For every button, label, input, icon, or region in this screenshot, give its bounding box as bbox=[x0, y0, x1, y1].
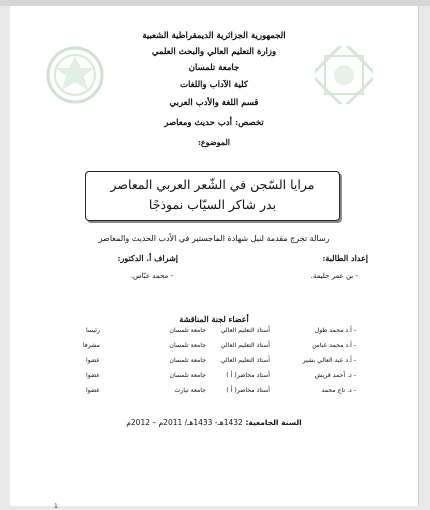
supervisor-label: إشراف أ. الدكتور: bbox=[117, 253, 178, 263]
header-faculty: كلية الآداب واللغات bbox=[180, 80, 248, 90]
jury-member-university: جامعة تلمسان bbox=[169, 342, 206, 349]
jury-row bbox=[10, 342, 418, 354]
jury-member-university: جامعة تيارت bbox=[174, 387, 206, 394]
jury-row bbox=[10, 327, 418, 339]
header-republic: الجمهورية الجزائرية الديمقراطية الشعبية bbox=[142, 31, 286, 41]
jury-member-role: عضوا bbox=[86, 387, 100, 394]
prepared-by-label: إعداد الطالبة: bbox=[322, 253, 368, 263]
document-page bbox=[10, 6, 419, 510]
jury-row bbox=[10, 357, 418, 369]
jury-member-name: - أ.د عبد العالي بشير bbox=[302, 357, 356, 364]
page-number: 1 bbox=[54, 503, 58, 510]
jury-member-name: - د. تاج محمد bbox=[321, 387, 356, 394]
supervisor-name: - محمد عبّاس. bbox=[130, 272, 173, 280]
header-specialty: تخصص: أدب حديث ومعاصر bbox=[164, 118, 264, 128]
jury-member-name: - أ.د محمد عباس bbox=[312, 342, 356, 349]
jury-member-name: - د. أحمد قريش bbox=[314, 372, 356, 379]
header-department: قسم اللغة والأدب العربي bbox=[169, 98, 259, 108]
academic-year-label: السنة الجامعية: bbox=[245, 418, 302, 427]
jury-member-role: مشرفا bbox=[82, 342, 100, 349]
thesis-subtitle: رسالة تخرج مقدمة لنيل شهادة الماجستير في الأدب الحديث والمعاصر bbox=[98, 234, 330, 243]
jury-member-university: جامعة تلمسان bbox=[169, 357, 206, 364]
thesis-title-box bbox=[85, 171, 340, 221]
jury-member-name: - أ.د محمد طول bbox=[314, 327, 356, 334]
header-university: جامعة تلمسان bbox=[188, 63, 240, 73]
header-ministry: وزارة التعليم العالي والبحث العلمي bbox=[151, 47, 277, 57]
jury-member-rank: أستاذ محاضر( أ ) bbox=[226, 387, 270, 394]
jury-member-role: رئيسا bbox=[86, 327, 100, 334]
jury-row bbox=[10, 387, 418, 399]
jury-member-role: عضوا bbox=[86, 357, 100, 364]
jury-member-rank: أستاذ التعليم العالي bbox=[220, 327, 270, 334]
thesis-title-line2: بدر شاكر السيّاب نموذجًا bbox=[148, 197, 277, 212]
thesis-title-line1: مرايا السّجن في الشّعر العربي المعاصر bbox=[110, 177, 315, 192]
jury-member-role: عضوا bbox=[86, 372, 100, 379]
jury-row bbox=[10, 372, 418, 384]
header-topic-label: الموضوع: bbox=[197, 137, 231, 147]
jury-member-rank: أستاذ محاضر( أ ) bbox=[226, 372, 270, 379]
jury-title: أعضاء لجنة المناقشة bbox=[179, 314, 249, 324]
academic-year bbox=[10, 418, 418, 427]
jury-member-university: جامعة تلمسان bbox=[169, 372, 206, 379]
jury-member-rank: أستاذ التعليم العالي bbox=[220, 342, 270, 349]
jury-member-rank: أستاذ التعليم العالي bbox=[220, 357, 270, 364]
student-name: - بن عمر حليمة. bbox=[310, 272, 358, 280]
academic-year-value: 1432هـ- 1433هـ/ 2011م – 2012م bbox=[126, 418, 243, 427]
jury-member-university: جامعة تلمسان bbox=[169, 327, 206, 334]
